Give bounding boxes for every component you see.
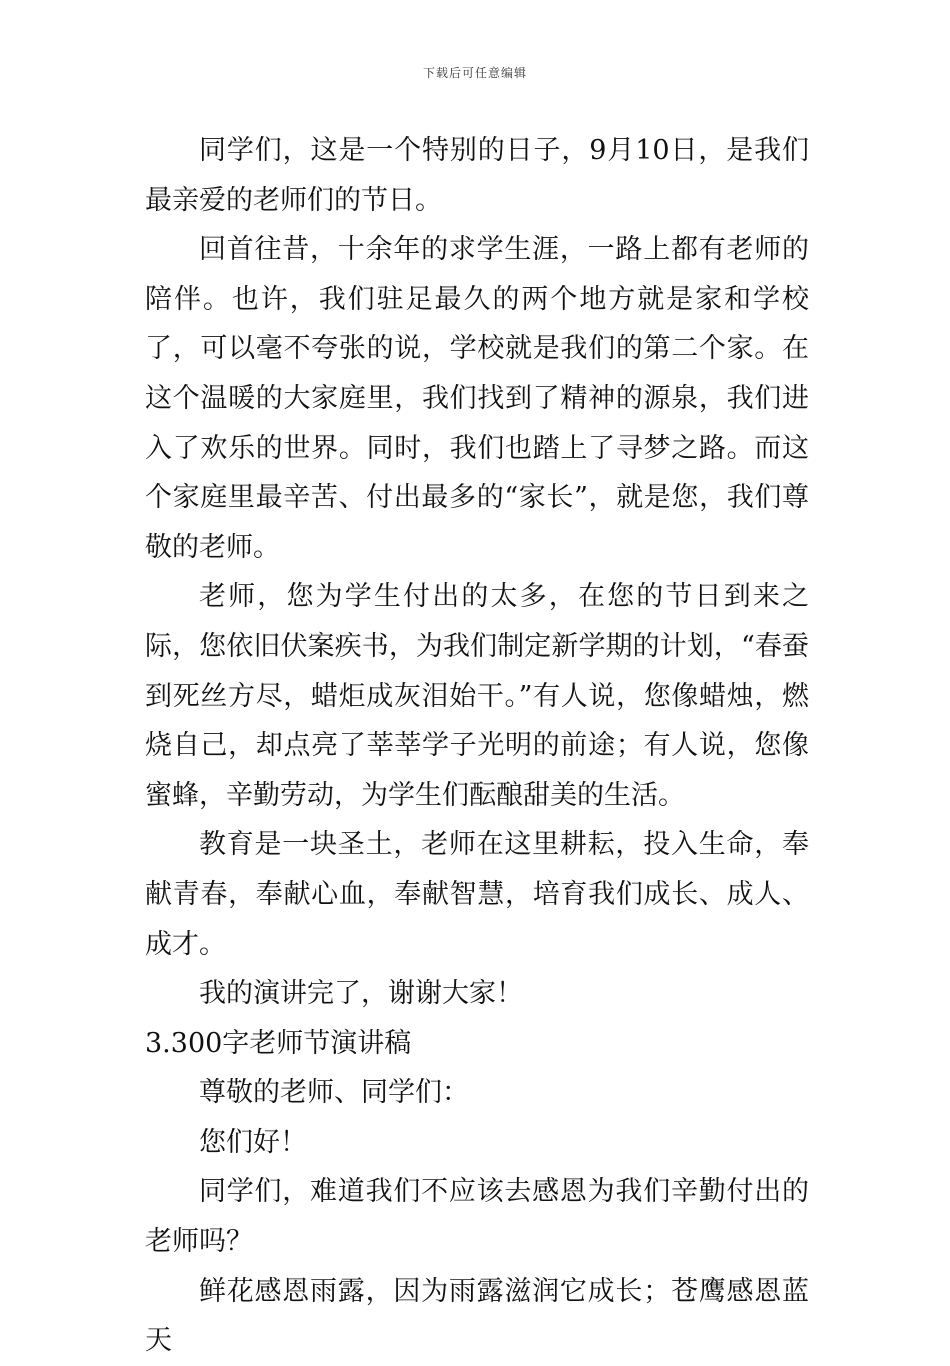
paragraph-looking-back: 回首往昔，十余年的求学生涯，一路上都有老师的陪伴。也许，我们驻足最久的两个地方就是家和学校了，可以毫不夸张的说，学校就是我们的第二个家。在这个温暖的大家庭里，我们找到了精神的源泉，我们进入了欢乐的世界。同时，我们也踏上了寻梦之路。而这个家庭里最辛苦、付出最多的“家长”，就是您，我们尊敬的老师。 [145,234,809,563]
paragraph-gratitude-metaphor: 鲜花感恩雨露，因为雨露滋润它成长；苍鹰感恩蓝天 [145,1275,809,1357]
document-body [145,126,809,1366]
paragraph-teachers-day-intro: 同学们，这是一个特别的日子，9月10日，是我们最亲爱的老师们的节日。 [145,135,809,216]
paragraph-education: 教育是一块圣土，老师在这里耕耘，投入生命，奉献青春，奉献心血，奉献智慧，培育我们成长、成人、成才。 [145,829,809,960]
paragraph-teacher-dedication: 老师，您为学生付出的太多，在您的节日到来之际，您依旧伏案疾书，为我们制定新学期的计划，“春蚕到死丝方尽，蜡炬成灰泪始干。”有人说，您像蜡烛，燃烧自己，却点亮了莘莘学子光明的前途；有人说，您像蜜蜂，辛勤劳动，为学生们酝酿甜美的生活。 [145,581,809,811]
paragraph-closing: 我的演讲完了，谢谢大家！ [199,978,523,1010]
paragraph-gratitude-question: 同学们，难道我们不应该去感恩为我们辛勤付出的老师吗？ [145,1176,809,1258]
paragraph-salutation: 尊敬的老师、同学们： [199,1077,469,1109]
paragraph-greeting: 您们好！ [199,1126,307,1158]
header-note: 下载后可任意编辑 [422,66,527,80]
section-heading: 3.300字老师节演讲稿 [145,1027,412,1059]
